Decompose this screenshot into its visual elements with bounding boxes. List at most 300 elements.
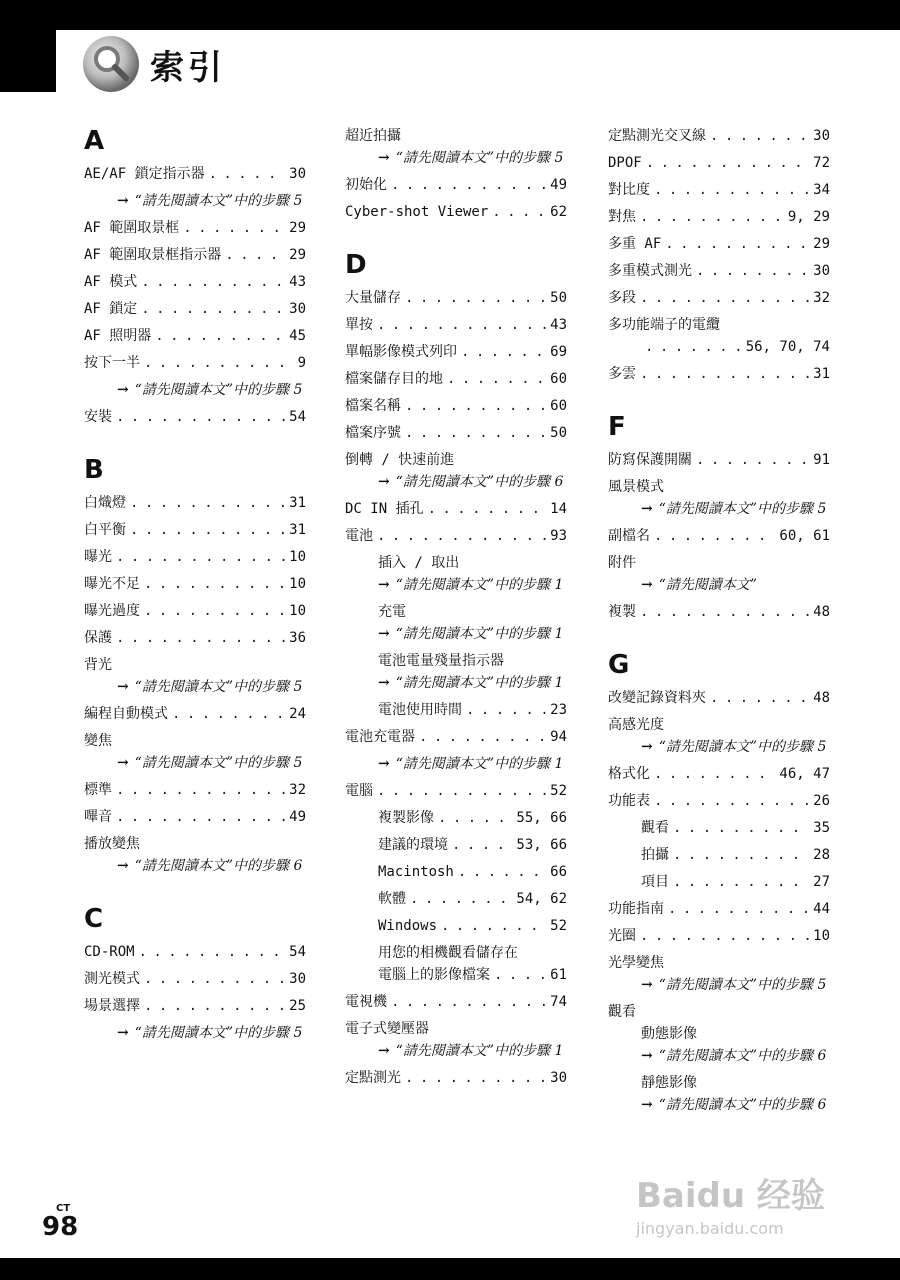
index-term: AF 範圍取景框 [84, 220, 180, 236]
dot-leader [654, 526, 775, 546]
dot-leader [646, 153, 809, 173]
index-term: 多重 AF [608, 236, 662, 252]
page-reference: 50 [550, 290, 567, 306]
index-entry [608, 180, 830, 200]
index-term: 定點測光 [345, 1070, 401, 1086]
dot-leader [391, 992, 546, 1012]
dot-leader [377, 781, 546, 801]
dot-leader [438, 808, 512, 828]
page-reference: 10 [289, 549, 306, 565]
index-heading [608, 1024, 830, 1044]
index-term: 副檔名 [608, 528, 650, 544]
index-term: AF 鎖定 [84, 301, 138, 317]
dot-leader [405, 288, 546, 308]
index-term: 防寫保護開關 [608, 452, 692, 468]
index-term: 動態影像 [641, 1026, 697, 1042]
index-entry [84, 807, 306, 827]
dot-leader [209, 164, 286, 184]
page-reference: 31 [289, 522, 306, 538]
index-heading [608, 715, 830, 735]
index-term: 電腦上的影像檔案 [378, 967, 490, 983]
index-term: 檔案名稱 [345, 398, 401, 414]
index-heading [608, 1002, 830, 1022]
arrow-icon: → [378, 1043, 390, 1059]
index-entry [345, 808, 567, 828]
dot-leader [141, 272, 285, 292]
page-reference: 43 [289, 274, 306, 290]
index-entry [608, 526, 830, 546]
index-entry [84, 969, 306, 989]
index-entry [608, 234, 830, 254]
page-reference: 34 [813, 182, 830, 198]
index-term: 安裝 [84, 409, 112, 425]
index-term: 編程自動模式 [84, 706, 168, 722]
cross-reference [345, 575, 567, 595]
index-entry [345, 700, 567, 720]
dot-leader [640, 364, 809, 384]
index-entry [84, 218, 306, 238]
index-term: 檔案序號 [345, 425, 401, 441]
index-term: 改變記錄資料夾 [608, 690, 706, 706]
arrow-icon: → [641, 739, 653, 755]
index-column-1 [84, 126, 306, 1050]
page-reference: 60 [550, 398, 567, 414]
cross-reference [84, 677, 306, 697]
dot-leader [225, 245, 285, 265]
section-letter: D [345, 250, 367, 280]
dot-leader [710, 126, 809, 146]
page-reference: 62 [550, 204, 567, 220]
index-term: DC IN 插孔 [345, 501, 424, 517]
index-term: 初始化 [345, 177, 387, 193]
dot-leader [441, 916, 546, 936]
index-entry [345, 175, 567, 195]
dot-leader [452, 835, 512, 855]
index-term: 觀看 [641, 820, 669, 836]
index-term: 功能指南 [608, 901, 664, 917]
dot-leader [391, 175, 546, 195]
index-term: DPOF [608, 155, 642, 171]
index-entry [345, 916, 567, 936]
page-reference: 72 [813, 155, 830, 171]
dot-leader [640, 926, 809, 946]
page-number-value: 98 [42, 1212, 79, 1242]
cross-reference-text: “請先閱讀本文”中的步驟 5 [134, 1025, 303, 1041]
index-entry [84, 164, 306, 184]
cross-reference [608, 1095, 830, 1115]
cross-reference [608, 499, 830, 519]
index-entry [345, 315, 567, 335]
page-title: 索引 [150, 47, 226, 88]
cross-reference-text: “請先閱讀本文”中的步驟 1 [395, 1043, 564, 1059]
index-term: Macintosh [378, 864, 454, 880]
dot-leader [654, 764, 775, 784]
index-term: 對焦 [608, 209, 636, 225]
dot-leader [116, 807, 285, 827]
arrow-icon: → [378, 675, 390, 691]
dot-leader [144, 969, 285, 989]
page-reference: 10 [813, 928, 830, 944]
cross-reference-text: “請先閱讀本文”中的步驟 1 [395, 577, 564, 593]
page-reference: 49 [289, 809, 306, 825]
page-reference: 29 [289, 220, 306, 236]
page-reference: 56, 70, 74 [745, 339, 830, 355]
page-reference: 9, 29 [787, 209, 830, 225]
section-letter: B [84, 455, 104, 485]
index-heading [84, 731, 306, 751]
index-term: 倒轉 / 快速前進 [345, 452, 455, 468]
cross-reference-text: “請先閱讀本文”中的步驟 5 [134, 382, 303, 398]
index-entry [84, 407, 306, 427]
cross-reference-text: “請先閱讀本文”中的步驟 6 [395, 474, 564, 490]
page-reference: 74 [550, 994, 567, 1010]
dot-leader [405, 1068, 546, 1088]
watermark-url: jingyan.baidu.com [636, 1219, 784, 1238]
arrow-icon: → [117, 755, 129, 771]
cross-reference-text: “請先閱讀本文”中的步驟 1 [395, 626, 564, 642]
index-entry [84, 547, 306, 567]
index-term: 電子式變壓器 [345, 1021, 429, 1037]
index-entry [608, 261, 830, 281]
page-reference: 94 [550, 729, 567, 745]
dot-leader [673, 872, 809, 892]
index-entry [608, 207, 830, 227]
watermark-logo-text: Baidu 经验 [636, 1176, 825, 1216]
index-heading [345, 450, 567, 470]
cross-reference [84, 753, 306, 773]
cross-reference-text: “請先閱讀本文”中的步驟 6 [134, 858, 303, 874]
page-reference: 10 [289, 603, 306, 619]
index-term: 電池使用時間 [378, 702, 462, 718]
index-entry [608, 688, 830, 708]
arrow-icon: → [641, 501, 653, 517]
dot-leader [461, 342, 546, 362]
index-term: 單按 [345, 317, 373, 333]
index-term: 附件 [608, 555, 636, 571]
index-entry [608, 899, 830, 919]
index-term: 超近拍攝 [345, 128, 401, 144]
magnifier-icon [82, 35, 140, 93]
section-letter: C [84, 904, 104, 934]
page-reference: 32 [813, 290, 830, 306]
cross-reference-text: “請先閱讀本文”中的步驟 1 [395, 756, 564, 772]
page-reference: 60, 61 [779, 528, 830, 544]
dot-leader [640, 602, 809, 622]
page-reference: 52 [550, 783, 567, 799]
dot-leader [645, 337, 742, 357]
index-entry [84, 601, 306, 621]
index-term: 背光 [84, 657, 112, 673]
cross-reference [345, 624, 567, 644]
dot-leader [640, 288, 809, 308]
arrow-icon: → [378, 577, 390, 593]
index-entry [345, 889, 567, 909]
index-term: 多雲 [608, 366, 636, 382]
index-entry [608, 872, 830, 892]
cross-reference-text: “請先閱讀本文”中的步驟 6 [658, 1097, 827, 1113]
dot-leader [377, 526, 546, 546]
arrow-icon: → [117, 679, 129, 695]
index-term: 複製影像 [378, 810, 434, 826]
index-entry [608, 602, 830, 622]
page-prefix: CT [56, 1203, 71, 1214]
cross-reference [345, 1041, 567, 1061]
cross-reference [84, 856, 306, 876]
arrow-icon: → [117, 858, 129, 874]
arrow-icon: → [378, 474, 390, 490]
index-term: Cyber-shot Viewer [345, 204, 489, 220]
index-heading [345, 553, 567, 573]
index-term: AF 範圍取景框指示器 [84, 247, 222, 263]
dot-leader [710, 688, 809, 708]
page-reference: 53, 66 [516, 837, 567, 853]
index-entry [84, 520, 306, 540]
dot-leader [144, 353, 294, 373]
index-entry [608, 288, 830, 308]
dot-leader [405, 396, 546, 416]
page-reference: 48 [813, 604, 830, 620]
dot-leader [144, 574, 285, 594]
bottom-black-bar [0, 1258, 900, 1280]
cross-reference-text: “請先閱讀本文”中的步驟 1 [395, 675, 564, 691]
page-reference: 54 [289, 944, 306, 960]
cross-reference-text: “請先閱讀本文”中的步驟 5 [134, 679, 303, 695]
index-term: AF 模式 [84, 274, 138, 290]
dot-leader [654, 791, 809, 811]
dot-leader [654, 180, 809, 200]
cross-reference [345, 673, 567, 693]
page-reference: 30 [289, 301, 306, 317]
cross-reference [84, 1023, 306, 1043]
index-entry [345, 965, 567, 985]
dot-leader [640, 207, 784, 227]
index-entry [608, 926, 830, 946]
index-entry [345, 781, 567, 801]
page-reference: 30 [289, 971, 306, 987]
index-entry [84, 628, 306, 648]
index-entry [84, 574, 306, 594]
index-entry [608, 845, 830, 865]
page-reference: 25 [289, 998, 306, 1014]
arrow-icon: → [641, 1048, 653, 1064]
cross-reference-text: “請先閱讀本文”中的步驟 5 [658, 977, 827, 993]
page-reference: 60 [550, 371, 567, 387]
cross-reference [345, 754, 567, 774]
index-term: 功能表 [608, 793, 650, 809]
index-term: 場景選擇 [84, 998, 140, 1014]
index-term: CD-ROM [84, 944, 135, 960]
cross-reference [608, 737, 830, 757]
dot-leader [141, 299, 285, 319]
index-entry [84, 493, 306, 513]
dot-leader [116, 547, 285, 567]
index-entry [608, 818, 830, 838]
page-reference: 31 [813, 366, 830, 382]
cross-reference-text: “請先閱讀本文” [658, 577, 758, 593]
page-reference: 36 [289, 630, 306, 646]
index-term: 檔案儲存目的地 [345, 371, 443, 387]
watermark [636, 1168, 846, 1238]
page-reference: 44 [813, 901, 830, 917]
index-term: 用您的相機觀看儲存在 [378, 945, 518, 961]
cross-reference [84, 380, 306, 400]
dot-leader [410, 889, 512, 909]
cross-reference-text: “請先閱讀本文”中的步驟 6 [658, 1048, 827, 1064]
arrow-icon: → [641, 577, 653, 593]
index-term: 靜態影像 [641, 1075, 697, 1091]
index-term: 格式化 [608, 766, 650, 782]
index-entry [345, 499, 567, 519]
page-reference: 27 [813, 874, 830, 890]
cross-reference-text: “請先閱讀本文”中的步驟 5 [658, 739, 827, 755]
page-header [82, 36, 226, 92]
page-reference: 9 [297, 355, 306, 371]
arrow-icon: → [378, 150, 390, 166]
index-term: 大量儲存 [345, 290, 401, 306]
dot-leader [668, 899, 809, 919]
page-reference: 32 [289, 782, 306, 798]
index-term: 曝光過度 [84, 603, 140, 619]
index-entry [84, 704, 306, 724]
cross-reference-text: “請先閱讀本文”中的步驟 5 [395, 150, 564, 166]
page-reference: 24 [289, 706, 306, 722]
index-entry [345, 288, 567, 308]
page-reference: 31 [289, 495, 306, 511]
index-entry [345, 835, 567, 855]
index-term: 嗶音 [84, 809, 112, 825]
index-term: 多重模式測光 [608, 263, 692, 279]
index-term: 測光模式 [84, 971, 140, 987]
dot-leader [139, 942, 286, 962]
index-term: 拍攝 [641, 847, 669, 863]
dot-leader [458, 862, 546, 882]
index-term: 複製 [608, 604, 636, 620]
cross-reference-text: “請先閱讀本文”中的步驟 5 [658, 501, 827, 517]
arrow-icon: → [117, 1025, 129, 1041]
index-term: 定點測光交叉線 [608, 128, 706, 144]
page-reference: 30 [289, 166, 306, 182]
cross-reference-text: “請先閱讀本文”中的步驟 5 [134, 193, 303, 209]
index-entry [608, 364, 830, 384]
arrow-icon: → [117, 193, 129, 209]
cross-reference [84, 191, 306, 211]
index-entry [345, 396, 567, 416]
dot-leader [665, 234, 809, 254]
dot-leader [447, 369, 546, 389]
index-entry [345, 862, 567, 882]
index-entry [345, 369, 567, 389]
arrow-icon: → [378, 756, 390, 772]
index-entry [608, 764, 830, 784]
index-term: 多功能端子的電纜 [608, 317, 720, 333]
index-entry [345, 342, 567, 362]
page-reference: 48 [813, 690, 830, 706]
index-entry [345, 202, 567, 222]
index-entry [84, 299, 306, 319]
arrow-icon: → [378, 626, 390, 642]
dot-leader [130, 520, 285, 540]
dot-leader [673, 818, 809, 838]
index-term: Windows [378, 918, 438, 934]
index-term: AF 照明器 [84, 328, 152, 344]
index-term: 高感光度 [608, 717, 664, 733]
page-reference: 52 [550, 918, 567, 934]
page-reference: 26 [813, 793, 830, 809]
page-reference: 14 [550, 501, 567, 517]
index-term: 白平衡 [84, 522, 126, 538]
dot-leader [172, 704, 285, 724]
index-entry [84, 996, 306, 1016]
page-reference: 50 [550, 425, 567, 441]
dot-leader [428, 499, 547, 519]
index-term: 電池電量殘量指示器 [378, 653, 504, 669]
cross-reference [345, 472, 567, 492]
index-entry [84, 245, 306, 265]
cross-reference [608, 975, 830, 995]
dot-leader [696, 450, 809, 470]
index-heading [608, 1073, 830, 1093]
page-reference: 30 [550, 1070, 567, 1086]
index-term: 按下一半 [84, 355, 140, 371]
index-entry [84, 272, 306, 292]
page-reference: 35 [813, 820, 830, 836]
index-heading [608, 553, 830, 573]
dot-leader [144, 601, 285, 621]
index-term: 充電 [378, 604, 406, 620]
page-reference: 43 [550, 317, 567, 333]
index-heading [345, 602, 567, 622]
page-reference: 54, 62 [516, 891, 567, 907]
index-term: 多段 [608, 290, 636, 306]
page-reference: 45 [289, 328, 306, 344]
page-reference: 46, 47 [779, 766, 830, 782]
dot-leader [144, 996, 285, 1016]
page-reference: 69 [550, 344, 567, 360]
dot-leader [405, 423, 546, 443]
index-term: 播放變焦 [84, 836, 140, 852]
index-heading [345, 651, 567, 671]
dot-leader [419, 727, 546, 747]
index-column-2 [345, 126, 567, 1095]
index-heading [345, 126, 567, 146]
dot-leader [116, 628, 285, 648]
dot-leader [130, 493, 285, 513]
cross-reference [345, 148, 567, 168]
index-term: 曝光 [84, 549, 112, 565]
index-term: AE/AF 鎖定指示器 [84, 166, 205, 182]
index-entry [608, 126, 830, 146]
index-entry [345, 992, 567, 1012]
index-entry [608, 791, 830, 811]
index-term: 變焦 [84, 733, 112, 749]
dot-leader [155, 326, 285, 346]
section-letter: F [608, 412, 626, 442]
index-term: 項目 [641, 874, 669, 890]
page-reference: 93 [550, 528, 567, 544]
index-term: 白熾燈 [84, 495, 126, 511]
index-heading [608, 315, 830, 335]
index-entry [345, 423, 567, 443]
page-reference: 30 [813, 263, 830, 279]
cross-reference [608, 575, 830, 595]
page-reference: 10 [289, 576, 306, 592]
index-term: 插入 / 取出 [378, 555, 460, 571]
page-reference: 28 [813, 847, 830, 863]
dot-leader [673, 845, 809, 865]
index-heading [84, 655, 306, 675]
dot-leader [466, 700, 546, 720]
index-entry [345, 727, 567, 747]
